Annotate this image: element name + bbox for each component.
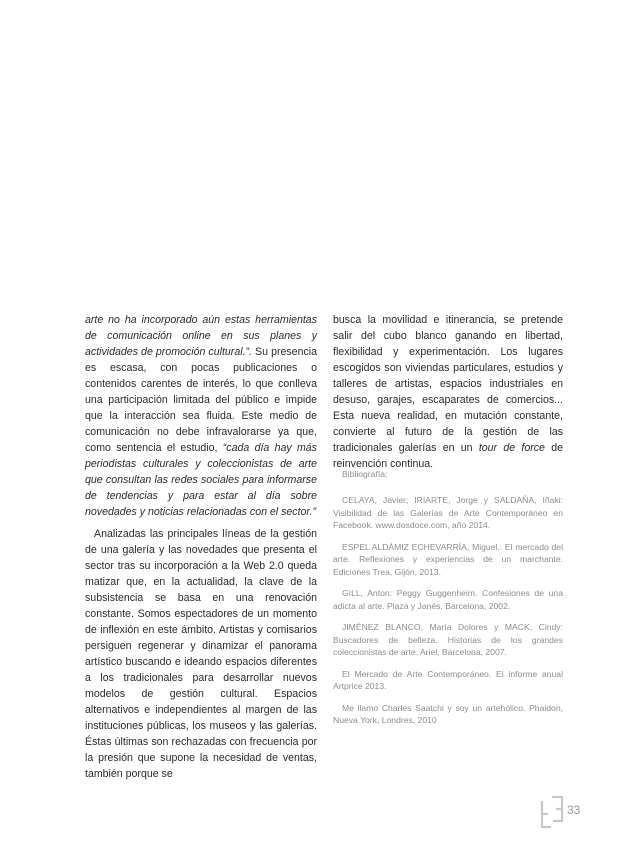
bibliography-item: ESPEL ALDÁMIZ ECHEVARRÍA, Miguel.: El mercado del arte. Reflexiones y experiencias de un marchante. Ediciones Trea, Gijón, 2013.: [333, 541, 563, 577]
bibliography-item: GILL, Anton: Peggy Guggenheim. Confesiones de una adicta al arte. Plaza y Janés, Barcelona, 2002.: [333, 588, 563, 611]
italic-quote-c: “cada día hay más periodistas culturales y coleccionistas de arte que consultan las redes sociales para informarse de tendencias y para estar al día sobre novedades y noticias relacionadas con el sector.”: [85, 442, 317, 518]
paragraph-text: busca la movilidad e itinerancia, se pretende salir del cubo blanco ganando en libertad, flexibilidad y experimentación. Los lugares escogidos son viviendas particulares, estudios y talleres de artistas, espacios industriales en desuso, garajes, escaparates de comercios... Esta nueva realidad, en mutación constante, convierte al futuro de la gestión de las tradicionales galerías en un: [333, 314, 563, 454]
right-text-column: [333, 312, 563, 472]
page-number: 33: [567, 803, 581, 817]
paragraph-text-end: de reinvención continua.: [333, 442, 563, 470]
right-paragraph-1: [333, 312, 563, 472]
bibliography-item: JIMÉNEZ BLANCO, María Dolores y MACK, Cindy: Buscadores de belleza. Historias de los grandes coleccionistas de arte. Ariel, Barcelona, 2007.: [333, 622, 563, 657]
double-bracket-logo-icon: [539, 795, 565, 829]
bibliography: [333, 468, 563, 736]
bibliography-item: Me llamo Charles Saatchi y soy un artehólico. Phaidon, Nueva York, Londres, 2010: [333, 702, 563, 725]
italic-phrase: tour de force: [478, 442, 545, 454]
left-paragraph-2: Analizadas las principales líneas de la gestión de una galería y las novedades que presenta el sector tras su incorporación a la Web 2.0 queda matizar que, en la actualidad, la clave de la subsistencia se basa en una renovación constante. Somos espectadores de un momento de inflexión en este ámbito. Artistas y comisarios persiguen regenerar y dinamizar el panorama artístico buscando e ideando espacios diferentes a los tradicionales para desarrollar nuevos modelos de gestión cultural. Espacios alternativos e independientes al margen de las instituciones públicas, los museos y las galerías. Éstas últimas son rechazadas con frecuencia por la presión que supone la necesidad de ventas, también porque se: [85, 528, 317, 780]
italic-quote-a: arte no ha incorporado aún estas herramientas de comunicación online en sus planes y actividades de promoción cultural.”.: [85, 314, 317, 358]
bibliography-item: CELAYA, Javier; IRIARTE, Jorge y SALDAÑA, Iñaki: Visibilidad de las Galerías de Arte Contemporáneo en Facebook. www.dosdoce.com, año 2014.: [333, 495, 563, 530]
left-paragraph-1: [85, 312, 317, 520]
paragraph-text: Su presencia es escasa, con pocas publicaciones o contenidos carentes de interés, lo que conlleva una participación limitada del público e impide que la interacción sea fluida. Este medio de comunicación no debe infravalorarse ya que, como sentencia el estudio,: [85, 346, 318, 454]
left-text-column: [85, 312, 317, 782]
bibliography-item: El Mercado de Arte Contemporáneo. El informe anual Artprice 2013.: [333, 668, 563, 691]
bibliography-title: Bibliografía:: [342, 469, 388, 479]
